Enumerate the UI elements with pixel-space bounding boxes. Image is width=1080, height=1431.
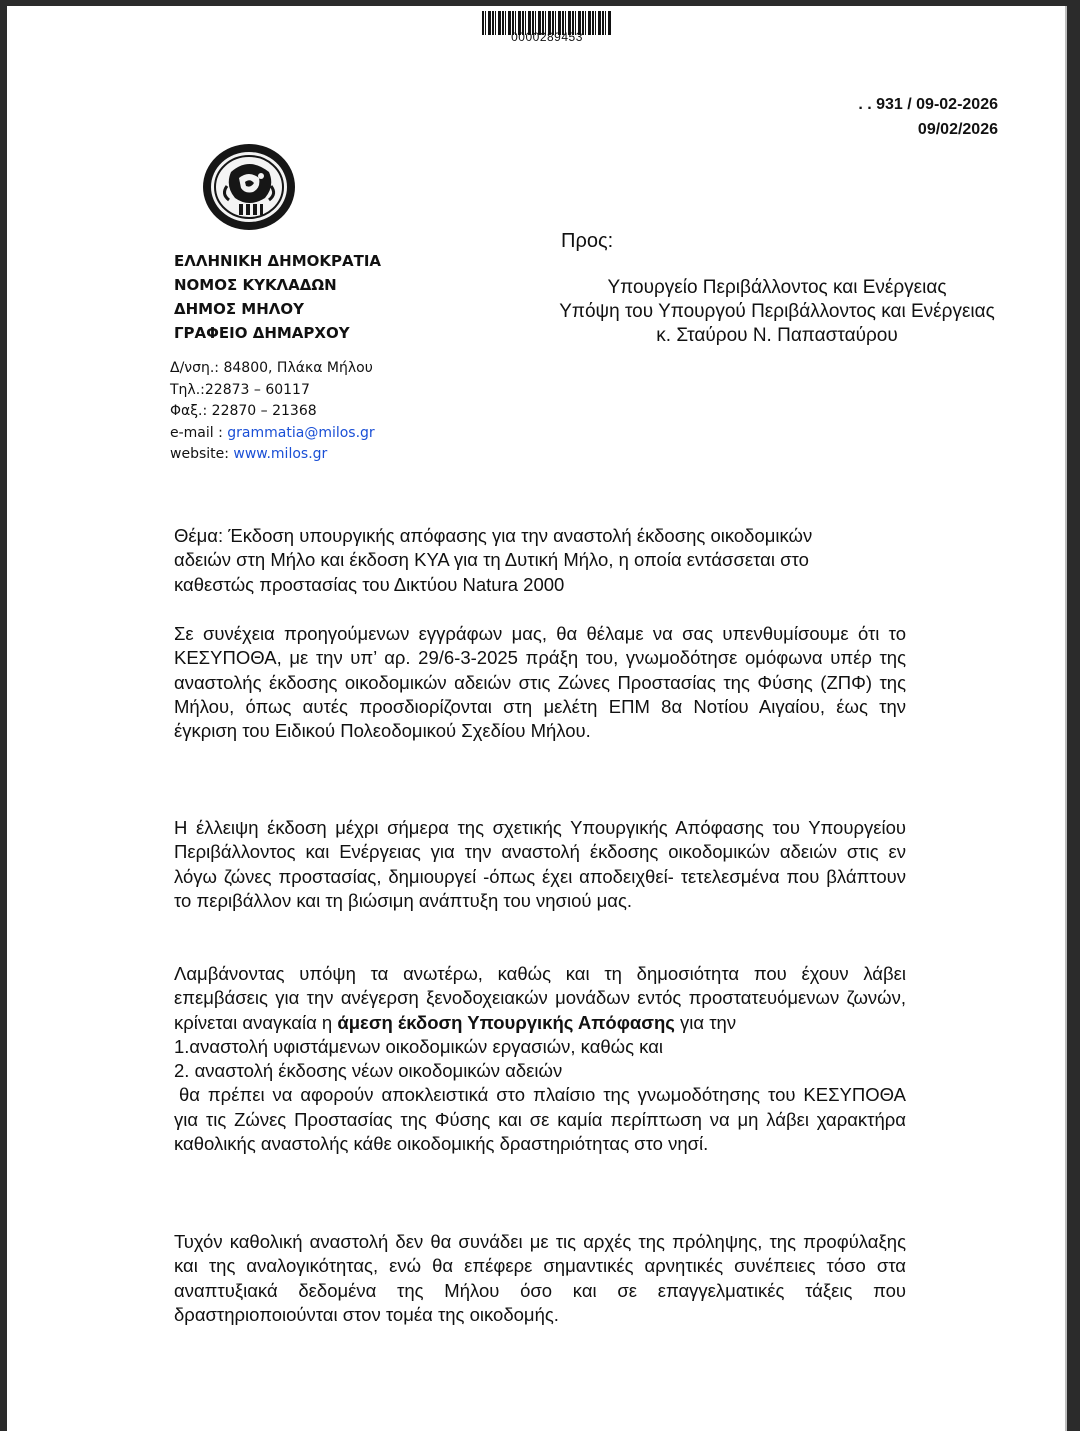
document-page: [7, 6, 1065, 1431]
list-item: 1.αναστολή υφιστάμενων οικοδομικών εργασιών, καθώς και: [174, 1035, 664, 1057]
email-label: e-mail :: [170, 424, 223, 441]
emphasis-text: άμεση έκδοση Υπουργικής Απόφασης: [337, 1011, 675, 1033]
barcode-number: 0000289453: [511, 30, 583, 44]
sender-line: ΔΗΜΟΣ ΜΗΛΟΥ: [174, 300, 305, 318]
document-date: 09/02/2026: [917, 121, 998, 138]
website-row: [170, 444, 375, 466]
website-label: website:: [170, 446, 229, 462]
to-label: Προς:: [561, 230, 614, 252]
recipient-block: [527, 276, 1027, 348]
subject: [174, 524, 906, 597]
protocol-number: . . 931 / 09-02-2026: [858, 96, 998, 113]
paragraph-3-intro: [174, 962, 906, 1035]
contact-block: [170, 358, 375, 466]
municipality-seal-icon: [201, 142, 297, 237]
intro-text: Λαμβάνοντας υπόψη τα ανωτέρω, καθώς και τη δημοσιότητα που έχουν λάβει επεμβάσεις για την ανέγερση ξενοδοχειακών μονάδων εντός προστατευόμενων ζωνών, κρίνεται αναγκαία η: [174, 963, 906, 1033]
sender-line: ΓΡΑΦΕΙΟ ΔΗΜΑΡΧΟΥ: [174, 324, 350, 342]
protocol-block: [858, 92, 998, 142]
sender-line: ΝΟΜΟΣ ΚΥΚΛΑΔΩΝ: [174, 276, 337, 294]
address: Δ/νση.: 84800, Πλάκα Μήλου: [170, 360, 373, 376]
paragraph-1: Σε συνέχεια προηγούμενων εγγράφων μας, θα θέλαμε να σας υπενθυμίσουμε ότι το ΚΕΣΥΠΟΘΑ, με την υπ’ αρ. 29/6-3-2025 πράξη του, γνωμοδότησε ομόφωνα υπέρ της αναστολής έκδοσης οικοδομικών αδειών στις Ζώνες Προστασίας της Φύσης (ΖΠΦ) της Μήλου, όπως αυτές προσδιορίζονται στη μελέτη ΕΠΜ 8α Νοτίου Αιγαίου, έως την έγκριση του Ειδικού Πολεοδομικού Σχεδίου Μήλου.: [174, 623, 906, 742]
paragraph-4: Τυχόν καθολική αναστολή δεν θα συνάδει με τις αρχές της πρόληψης, της προφύλαξης και της αναλογικότητας, ενώ θα επέφερε σημαντικές αρνητικές συνέπειες τόσο στα αναπτυξιακά δεδομένα της Μήλου όσο και σε επαγγελματικές τάξεις που δραστηριοποιούνται στον τομέα της οικοδομής.: [174, 1231, 906, 1325]
subject-line: Θέμα: Έκδοση υπουργικής απόφασης για την αναστολή έκδοσης οικοδομικών: [174, 525, 813, 546]
paragraph-2: Η έλλειψη έκδοση μέχρι σήμερα της σχετικής Υπουργικής Απόφασης του Υπουργείου Περιβάλλοντος και Ενέργειας για την αναστολή έκδοσης οικοδομικών αδειών στις εν λόγω ζώνες προστασίας, δημιουργεί -όπως έχει αποδειχθεί- τετελεσμένα που βλάπτουν το περιβάλλον και τη βιώσιμη ανάπτυξη του νησιού μας.: [174, 817, 906, 911]
recipient-line: κ. Σταύρου Ν. Παπασταύρου: [656, 325, 898, 346]
paragraph-3-continuation: θα πρέπει να αφορούν αποκλειστικά στο πλαίσιο της γνωμοδότησης του ΚΕΣΥΠΟΘΑ για τις Ζώνες Προστασίας της Φύσης και σε καμία περίπτωση να μη λάβει χαρακτήρα καθολικής αναστολής κάθε οικοδομικής δραστηριότητας στο νησί.: [174, 1084, 906, 1155]
list-item: 2. αναστολή έκδοσης νέων οικοδομικών αδειών: [174, 1060, 563, 1082]
intro-tail: για την: [680, 1011, 737, 1033]
website-link[interactable]: www.milos.gr: [233, 446, 328, 462]
subject-line: αδειών στη Μήλο και έκδοση ΚΥΑ για τη Δυτική Μήλο, η οποία εντάσσεται στο: [174, 549, 809, 571]
recipient-line: Υπουργείο Περιβάλλοντος και Ενέργειας: [607, 277, 947, 298]
sender-line: ΕΛΛΗΝΙΚΗ ΔΗΜΟΚΡΑΤΙΑ: [174, 252, 382, 270]
subject-line: καθεστώς προστασίας του Δικτύου Natura 2000: [174, 573, 565, 595]
sender-block: [174, 249, 381, 345]
paragraph-3: [174, 962, 906, 1156]
email-row: [170, 423, 375, 445]
recipient-line: Υπόψη του Υπουργού Περιβάλλοντος και Ενέργειας: [559, 301, 995, 322]
fax: Φαξ.: 22870 – 21368: [170, 403, 317, 419]
email-link[interactable]: grammatia@milos.gr: [227, 424, 375, 441]
phone: Τηλ.:22873 – 60117: [170, 381, 310, 398]
